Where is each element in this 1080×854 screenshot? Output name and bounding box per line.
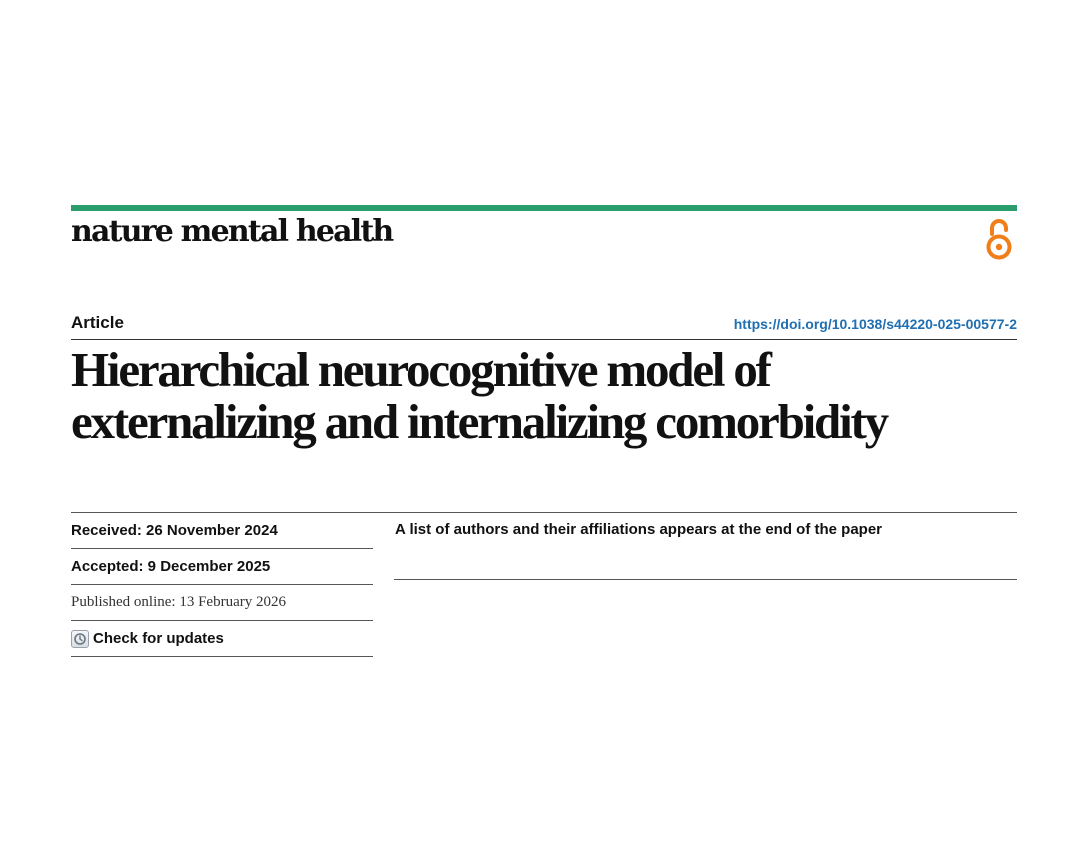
- open-access-icon: [984, 216, 1014, 262]
- authors-rule: [394, 579, 1017, 580]
- paper-title: [71, 344, 1017, 448]
- article-type-label: Article: [71, 313, 124, 332]
- paper-title-line-2: externalizing and internalizing comorbidity: [71, 394, 887, 449]
- authors-note: A list of authors and their affiliations appears at the end of the paper: [395, 521, 883, 538]
- received-date: Received: 26 November 2024: [71, 513, 373, 549]
- accepted-date: Accepted: 9 December 2025: [71, 549, 373, 585]
- check-for-updates-button[interactable]: [71, 621, 373, 657]
- doi-link[interactable]: https://doi.org/10.1038/s44220-025-00577-2: [733, 316, 1017, 332]
- check-for-updates-icon: [71, 630, 89, 648]
- journal-title: nature mental health: [71, 214, 393, 249]
- title-rule: [71, 339, 1017, 340]
- article-dates: [71, 513, 373, 657]
- check-for-updates-label: Check for updates: [93, 630, 224, 647]
- journal-header-rule: [71, 205, 1017, 211]
- published-date: Published online: 13 February 2026: [71, 585, 373, 621]
- paper-title-line-1: Hierarchical neurocognitive model of: [71, 342, 770, 397]
